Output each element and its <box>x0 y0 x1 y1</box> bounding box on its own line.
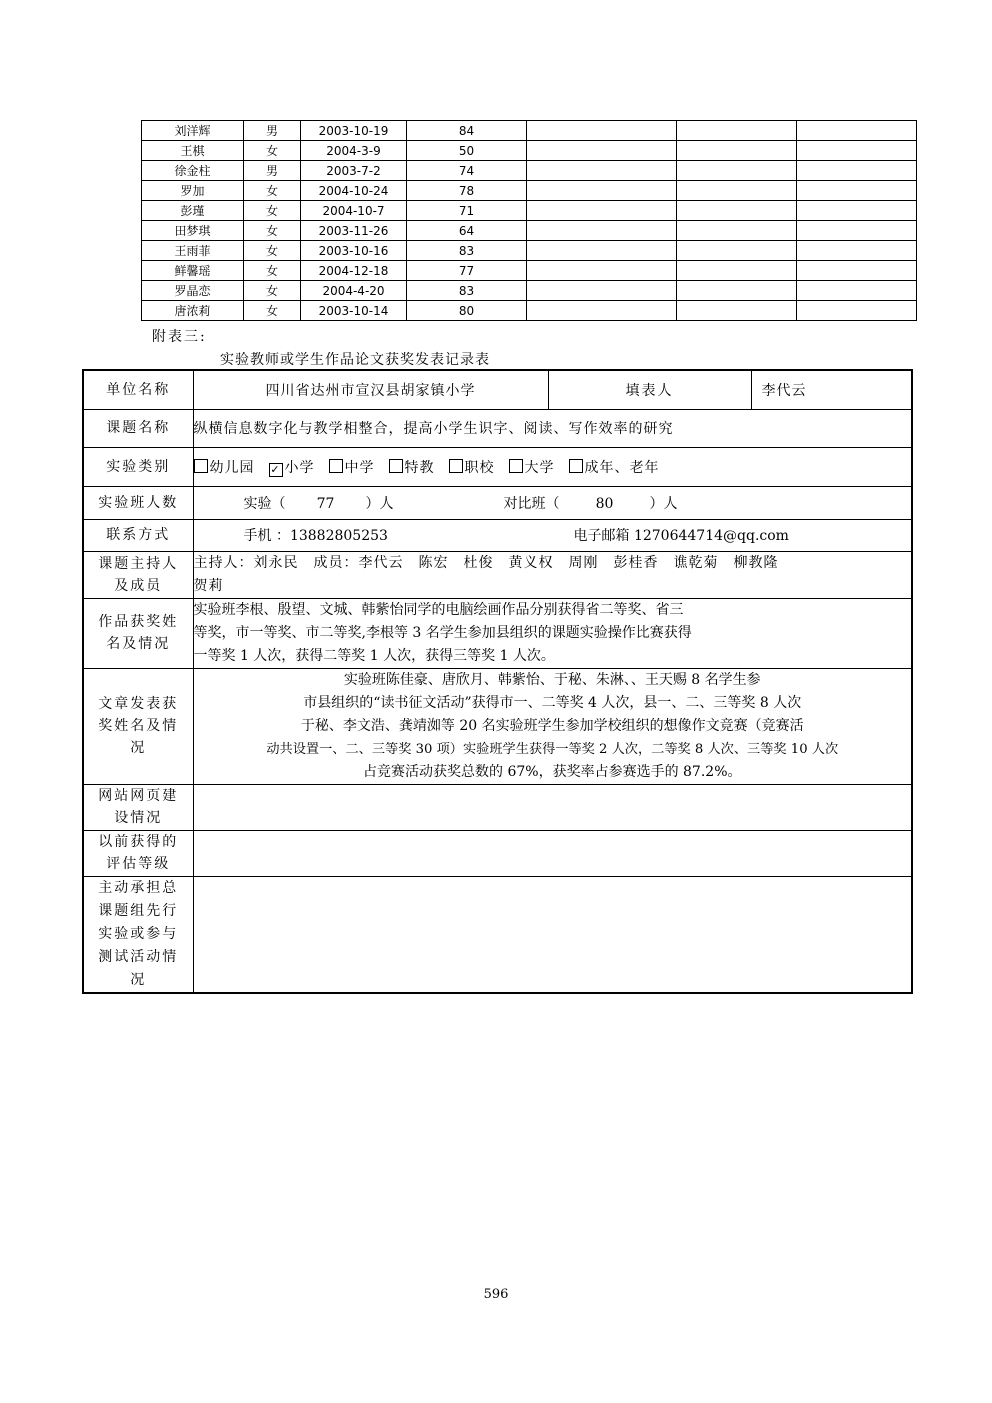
empty-cell <box>677 301 797 321</box>
topic-label: 课题名称 <box>83 409 193 447</box>
articles-line: 占竞赛活动获奖总数的 67%，获奖率占参赛选手的 87.2%。 <box>363 763 742 780</box>
articles-label-line: 况 <box>130 740 147 756</box>
empty-cell <box>527 281 677 301</box>
student-name: 彭瑾 <box>142 201 244 221</box>
website-row <box>83 784 912 830</box>
student-score: 74 <box>407 161 527 181</box>
contact-row <box>83 519 912 551</box>
student-gender: 女 <box>244 221 301 241</box>
empty-cell <box>677 141 797 161</box>
empty-cell <box>797 121 917 141</box>
appendix-label: 附表三: <box>152 329 207 345</box>
website-label-line: 设情况 <box>114 810 163 826</box>
student-name: 王棋 <box>142 141 244 161</box>
category-label: 实验类别 <box>83 447 193 486</box>
table-row <box>142 221 917 241</box>
website-value <box>193 784 912 830</box>
empty-cell <box>677 261 797 281</box>
empty-cell <box>797 221 917 241</box>
category-options <box>193 447 912 486</box>
phone-text: 手机 ：13882805253 <box>243 528 388 544</box>
host-line: 主持人：刘永民 成员：李代云 陈宏 杜俊 黄义权 周刚 彭桂香 谯乾菊 柳教隆 <box>193 554 779 571</box>
student-rows <box>142 121 917 321</box>
contact-label: 联系方式 <box>83 519 193 551</box>
student-dob: 2003-10-14 <box>301 301 407 321</box>
works-label-line: 作品获奖姓 <box>98 614 179 630</box>
active-label-line: 主动承担总 <box>98 879 179 896</box>
student-dob: 2004-10-24 <box>301 181 407 201</box>
empty-cell <box>677 121 797 141</box>
category-option <box>449 460 495 476</box>
class-count-row <box>83 486 912 519</box>
empty-cell <box>797 161 917 181</box>
category-option <box>194 460 255 476</box>
exp-count: 77 <box>316 495 335 512</box>
works-label <box>83 598 193 668</box>
articles-label-line: 文章发表获 <box>98 696 179 712</box>
filler-value: 李代云 <box>751 370 912 409</box>
topic-value: 纵横信息数字化与教学相整合，提高小学生识字、阅读、写作效率的研究 <box>193 409 912 447</box>
category-option-label: 特教 <box>404 459 435 476</box>
student-gender: 女 <box>244 301 301 321</box>
student-name: 刘洋辉 <box>142 121 244 141</box>
student-score: 77 <box>407 261 527 281</box>
form-title: 实验教师或学生作品论文获奖发表记录表 <box>220 352 490 368</box>
student-dob: 2003-11-26 <box>301 221 407 241</box>
works-line: 等奖，市一等奖、市二等奖,李根等 3 名学生参加县组织的课题实验操作比赛获得 <box>193 624 692 641</box>
empty-cell <box>677 221 797 241</box>
category-option-label: 成年、老年 <box>584 459 660 476</box>
student-gender: 男 <box>244 121 301 141</box>
category-option-label: 中学 <box>344 459 375 476</box>
student-name: 罗加 <box>142 181 244 201</box>
works-line: 实验班李根、殷望、文城、韩紫怡同学的电脑绘画作品分别获得省二等奖、省三 <box>193 601 684 618</box>
topic-row <box>83 409 912 447</box>
articles-line: 动共设置一、二、三等奖 30 项）实验班学生获得一等奖 2 人次，二等奖 8 人次、三等奖 10 人次 <box>266 741 839 757</box>
empty-cell <box>797 141 917 161</box>
works-row <box>83 598 912 668</box>
student-dob: 2004-10-7 <box>301 201 407 221</box>
student-score: 84 <box>407 121 527 141</box>
empty-cell <box>527 141 677 161</box>
student-score: 83 <box>407 281 527 301</box>
empty-cell <box>527 221 677 241</box>
category-option-label: 职校 <box>464 459 495 476</box>
student-name: 徐金柱 <box>142 161 244 181</box>
unit-label: 单位名称 <box>83 370 193 409</box>
student-score-table <box>141 120 917 321</box>
student-score: 50 <box>407 141 527 161</box>
student-gender: 女 <box>244 201 301 221</box>
empty-cell <box>797 181 917 201</box>
filler-label: 填表人 <box>548 370 751 409</box>
ctrl-count: 80 <box>595 495 614 512</box>
student-name: 唐浓莉 <box>142 301 244 321</box>
unit-row <box>83 370 912 409</box>
works-line: 一等奖 1 人次，获得二等奖 1 人次，获得三等奖 1 人次。 <box>193 647 555 664</box>
empty-cell <box>527 161 677 181</box>
email-text: 电子邮箱 1270644714@qq.com <box>573 528 789 544</box>
empty-cell <box>527 121 677 141</box>
website-label <box>83 784 193 830</box>
category-option-label: 小学 <box>284 459 315 476</box>
student-score: 64 <box>407 221 527 241</box>
student-name: 田梦琪 <box>142 221 244 241</box>
category-option <box>269 460 315 476</box>
empty-cell <box>527 181 677 201</box>
empty-cell <box>797 201 917 221</box>
empty-cell <box>797 281 917 301</box>
table-row <box>142 261 917 281</box>
student-dob: 2003-10-16 <box>301 241 407 261</box>
host-label-line: 课题主持人 <box>98 555 179 572</box>
award-record-form <box>82 369 913 994</box>
empty-cell <box>797 261 917 281</box>
table-row <box>142 301 917 321</box>
empty-cell <box>677 241 797 261</box>
rating-label-line: 评估等级 <box>106 856 171 872</box>
active-label-line: 况 <box>130 971 147 988</box>
ctrl-unit: ）人 <box>649 495 678 512</box>
student-gender: 女 <box>244 141 301 161</box>
articles-line: 实验班陈佳豪、唐欣月、韩紫怡、于秘、朱淋、、王天赐 8 名学生参 <box>343 671 761 688</box>
works-label-line: 名及情况 <box>106 636 171 652</box>
ctrl-label: 对比班（ <box>503 495 560 512</box>
empty-cell <box>527 261 677 281</box>
active-label <box>83 876 193 993</box>
exp-label: 实验（ <box>243 495 286 512</box>
contact-values <box>193 519 912 551</box>
exp-unit: ）人 <box>365 495 394 512</box>
category-option <box>509 460 555 476</box>
empty-cell <box>677 161 797 181</box>
table-row <box>142 241 917 261</box>
page-number: 596 <box>483 1287 509 1302</box>
active-label-line: 实验或参与 <box>98 925 179 942</box>
active-label-line: 测试活动情 <box>98 948 179 965</box>
works-awards <box>193 598 912 668</box>
checkbox-icon <box>569 459 583 473</box>
student-score: 78 <box>407 181 527 201</box>
articles-line: 市县组织的“读书征文活动”获得市一、二等奖 4 人次，县一、二、三等奖 8 人次 <box>303 694 802 711</box>
student-dob: 2004-4-20 <box>301 281 407 301</box>
host-label <box>83 551 193 598</box>
category-option-label: 大学 <box>524 459 555 476</box>
articles-row <box>83 668 912 784</box>
empty-cell <box>797 301 917 321</box>
table-row <box>142 181 917 201</box>
unit-value: 四川省达州市宣汉县胡家镇小学 <box>193 370 548 409</box>
category-option <box>389 460 435 476</box>
rating-label-line: 以前获得的 <box>98 834 179 850</box>
table-row <box>142 161 917 181</box>
student-score: 71 <box>407 201 527 221</box>
student-gender: 女 <box>244 241 301 261</box>
articles-label <box>83 668 193 784</box>
website-label-line: 网站网页建 <box>98 788 179 804</box>
student-name: 王雨菲 <box>142 241 244 261</box>
student-score: 80 <box>407 301 527 321</box>
class-count-values <box>193 486 912 519</box>
rating-value <box>193 830 912 876</box>
empty-cell <box>527 241 677 261</box>
active-row <box>83 876 912 993</box>
empty-cell <box>677 181 797 201</box>
student-gender: 男 <box>244 161 301 181</box>
student-gender: 女 <box>244 261 301 281</box>
student-gender: 女 <box>244 181 301 201</box>
category-option-label: 幼儿园 <box>209 459 255 476</box>
checkbox-icon <box>509 459 523 473</box>
checkbox-icon <box>329 459 343 473</box>
table-row <box>142 281 917 301</box>
student-name: 鲜馨瑶 <box>142 261 244 281</box>
host-label-line: 及成员 <box>114 577 163 594</box>
host-line: 贺莉 <box>193 577 224 594</box>
active-label-line: 课题组先行 <box>98 902 179 919</box>
student-dob: 2003-7-2 <box>301 161 407 181</box>
empty-cell <box>677 201 797 221</box>
checkbox-icon <box>389 459 403 473</box>
checkbox-icon: ✓ <box>270 462 281 476</box>
empty-cell <box>527 201 677 221</box>
host-row <box>83 551 912 598</box>
host-members <box>193 551 912 598</box>
student-dob: 2004-12-18 <box>301 261 407 281</box>
checkbox-icon <box>449 459 463 473</box>
category-option <box>329 460 375 476</box>
articles-line: 于秘、李文浩、龚靖洳等 20 名实验班学生参加学校组织的想像作文竞赛（竞赛活 <box>300 717 804 734</box>
category-option <box>569 460 660 476</box>
table-row <box>142 141 917 161</box>
student-dob: 2003-10-19 <box>301 121 407 141</box>
articles-awards <box>193 668 912 784</box>
student-name: 罗晶恋 <box>142 281 244 301</box>
active-value <box>193 876 912 993</box>
class-count-label: 实验班人数 <box>83 486 193 519</box>
rating-row <box>83 830 912 876</box>
student-gender: 女 <box>244 281 301 301</box>
student-score: 83 <box>407 241 527 261</box>
rating-label <box>83 830 193 876</box>
empty-cell <box>677 281 797 301</box>
empty-cell <box>797 241 917 261</box>
student-dob: 2004-3-9 <box>301 141 407 161</box>
empty-cell <box>527 301 677 321</box>
checkbox-icon <box>194 459 208 473</box>
articles-label-line: 奖姓名及情 <box>98 718 179 734</box>
table-row <box>142 201 917 221</box>
table-row <box>142 121 917 141</box>
category-row <box>83 447 912 486</box>
